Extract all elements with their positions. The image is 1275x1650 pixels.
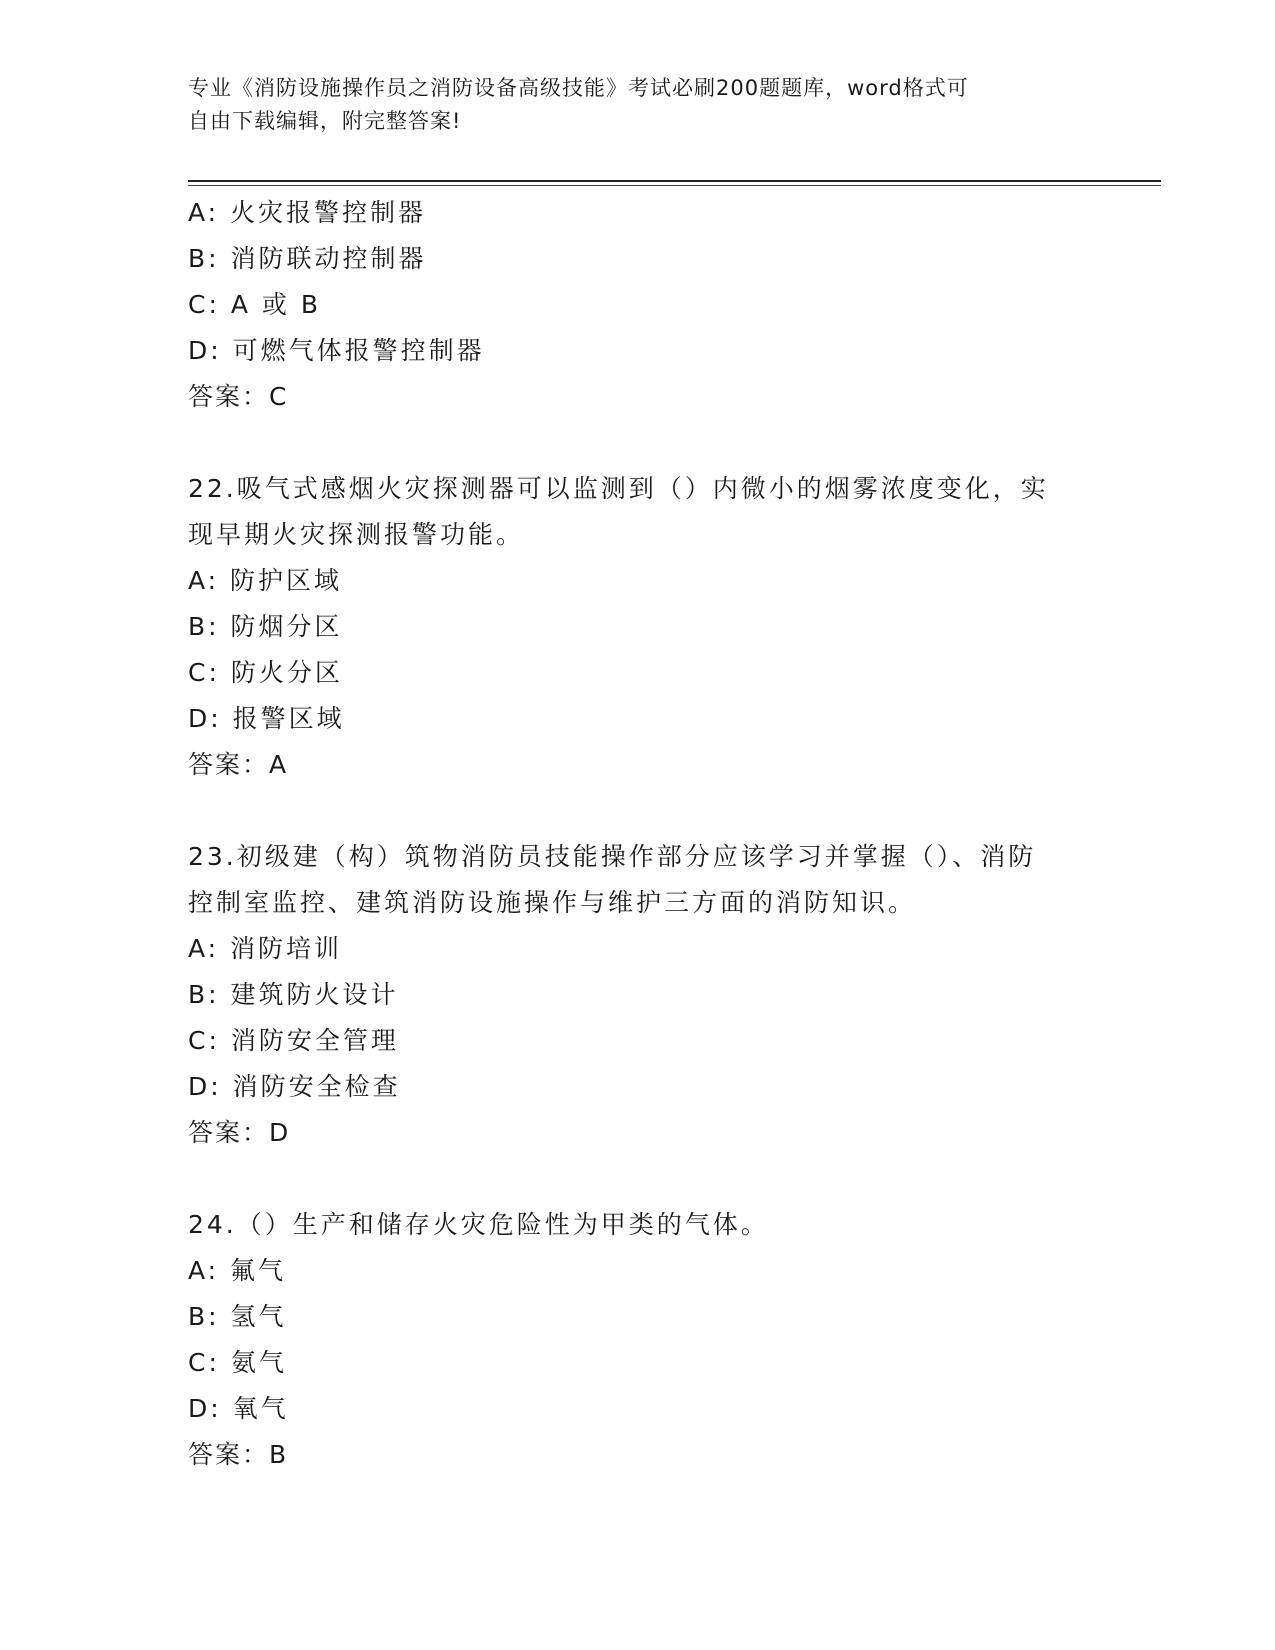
question-list (188, 190, 1088, 1478)
option-d: D: 消防安全检查 (188, 1072, 401, 1101)
question-22 (188, 466, 1088, 788)
option-b: B: 消防联动控制器 (188, 244, 427, 273)
option-d: D: 可燃气体报警控制器 (188, 336, 485, 365)
spacer (188, 788, 1088, 834)
option-c: C: 氨气 (188, 1348, 287, 1377)
question-24 (188, 1202, 1088, 1478)
answer: 答案：D (188, 1118, 291, 1147)
spacer (188, 1156, 1088, 1202)
question-text-line-2: 现早期火灾探测报警功能。 (188, 520, 525, 549)
option-a: A: 消防培训 (188, 934, 343, 963)
document-header (188, 72, 1068, 138)
header-divider-thick (188, 180, 1161, 182)
answer: 答案：B (188, 1440, 289, 1469)
question-text-line-1: 23.初级建（构）筑物消防员技能操作部分应该学习并掌握（）、消防 (188, 842, 1037, 871)
option-a: A: 氟气 (188, 1256, 287, 1285)
option-c: C: 消防安全管理 (188, 1026, 399, 1055)
option-b: B: 防烟分区 (188, 612, 343, 641)
question-text-line-2: 控制室监控、建筑消防设施操作与维护三方面的消防知识。 (188, 888, 917, 917)
spacer (188, 420, 1088, 466)
option-a: A: 火灾报警控制器 (188, 198, 427, 227)
header-line-1: 专业《消防设施操作员之消防设备高级技能》考试必刷200题题库，word格式可 (188, 76, 969, 100)
option-d: D: 报警区域 (188, 704, 345, 733)
option-b: B: 建筑防火设计 (188, 980, 399, 1009)
option-b: B: 氢气 (188, 1302, 287, 1331)
question-text-line-1: 22.吸气式感烟火灾探测器可以监测到（）内微小的烟雾浓度变化，实 (188, 474, 1049, 503)
option-c: C: 防火分区 (188, 658, 343, 687)
header-line-2: 自由下载编辑，附完整答案! (188, 109, 462, 133)
option-d: D: 氧气 (188, 1394, 289, 1423)
option-c: C: A 或 B (188, 290, 321, 319)
header-divider-thin (188, 185, 1161, 186)
answer: 答案：A (188, 750, 289, 779)
question-text-line-1: 24.（）生产和储存火灾危险性为甲类的气体。 (188, 1210, 769, 1239)
answer: 答案：C (188, 382, 289, 411)
question-23 (188, 834, 1088, 1156)
option-a: A: 防护区域 (188, 566, 343, 595)
question-21-continued (188, 190, 1088, 420)
